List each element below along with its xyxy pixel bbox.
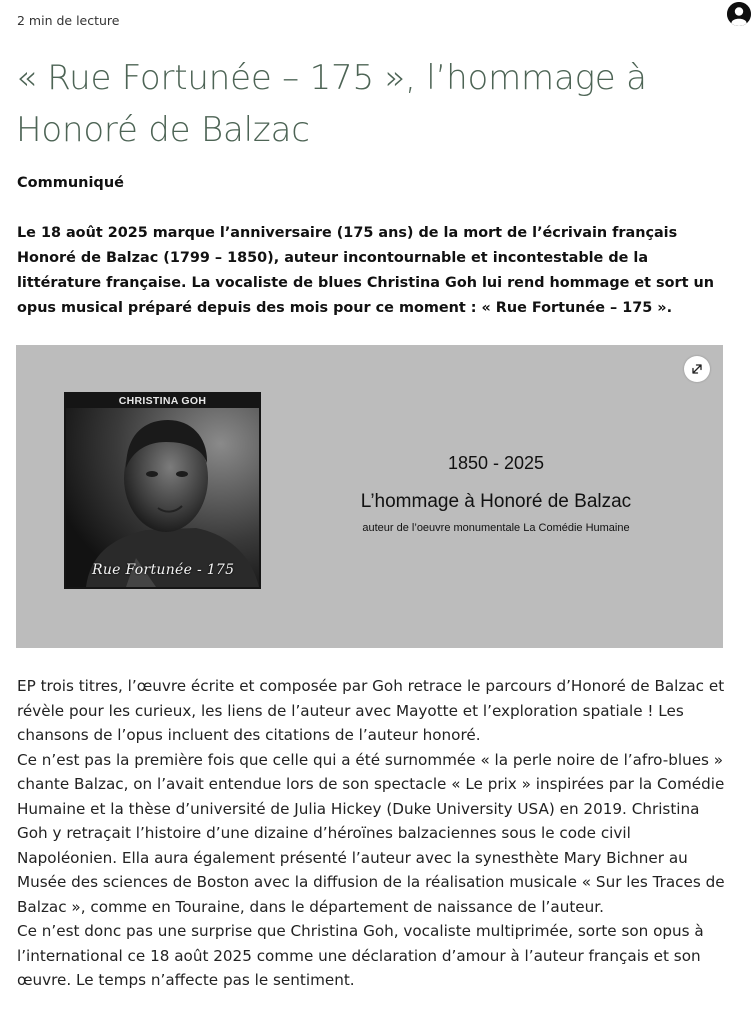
article-body: EP trois titres, l’œuvre écrite et composée par Goh retrace le parcours d’Honoré de Balzac et révèle pour les curieux, les liens de l’auteur avec Mayotte et l’exploration spatiale ! Les chansons de l’opus incluent des citations de l’auteur honoré. Ce n’est pas la première fois que celle qui a été surnommée « la perle noire de l’afro-blues » chante Balzac, on l’avait entendue lors de son spectacle « Le prix » inspirées par la Comédie Humaine et la thèse d’université de Julia Hickey (Duke University USA) en 2019. Christina Goh y retraçait l’histoire d’une dizaine d’héroïnes balzaciennes sous le code civil Napoléonien. Ella aura également présenté l’auteur avec la synesthète Mary Bichner au Musée des sciences de Boston avec la diffusion de la réalisation musicale « Sur les Traces de Balzac », comme en Touraine, dans le département de naissance de l’auteur. Ce n’est donc pas une surprise que Christina Goh, vocaliste multiprimée, sorte son opus à l’international ce 18 août 2025 comme une déclaration d’amour à l’auteur français et son œuvre. Le temps n’affecte pas le sentiment.: [17, 677, 725, 989]
account-button[interactable]: [727, 2, 751, 26]
user-avatar-icon: [727, 2, 751, 26]
figure-headline: L’hommage à Honoré de Balzac: [360, 491, 632, 512]
figure-years: 1850 - 2025: [447, 453, 545, 473]
article-title: « Rue Fortunée – 175 », l’hommage à Honoré de Balzac: [16, 58, 647, 150]
figure-subline: auteur de l’oeuvre monumentale La Comédie Humaine: [362, 522, 630, 534]
expand-icon: [684, 356, 710, 382]
expand-image-button[interactable]: [684, 356, 710, 382]
cover-title: Rue Fortunée - 175: [92, 562, 235, 578]
cover-artist-name: CHRISTINA GOH: [118, 395, 207, 407]
read-time: 2 min de lecture: [17, 13, 120, 28]
portrait-photo: [66, 408, 259, 587]
article-image[interactable]: [16, 345, 723, 648]
article-lead: Le 18 août 2025 marque l’anniversaire (175 ans) de la mort de l’écrivain français Honoré de Balzac (1799 – 1850), auteur incontournable et incontestable de la littérature française. La vocaliste de blues Christina Goh lui rend hommage et sort un opus musical préparé depuis des mois pour ce moment : « Rue Fortunée – 175 ».: [17, 225, 714, 316]
album-cover: [64, 392, 261, 589]
article-kicker: Communiqué: [17, 175, 124, 191]
